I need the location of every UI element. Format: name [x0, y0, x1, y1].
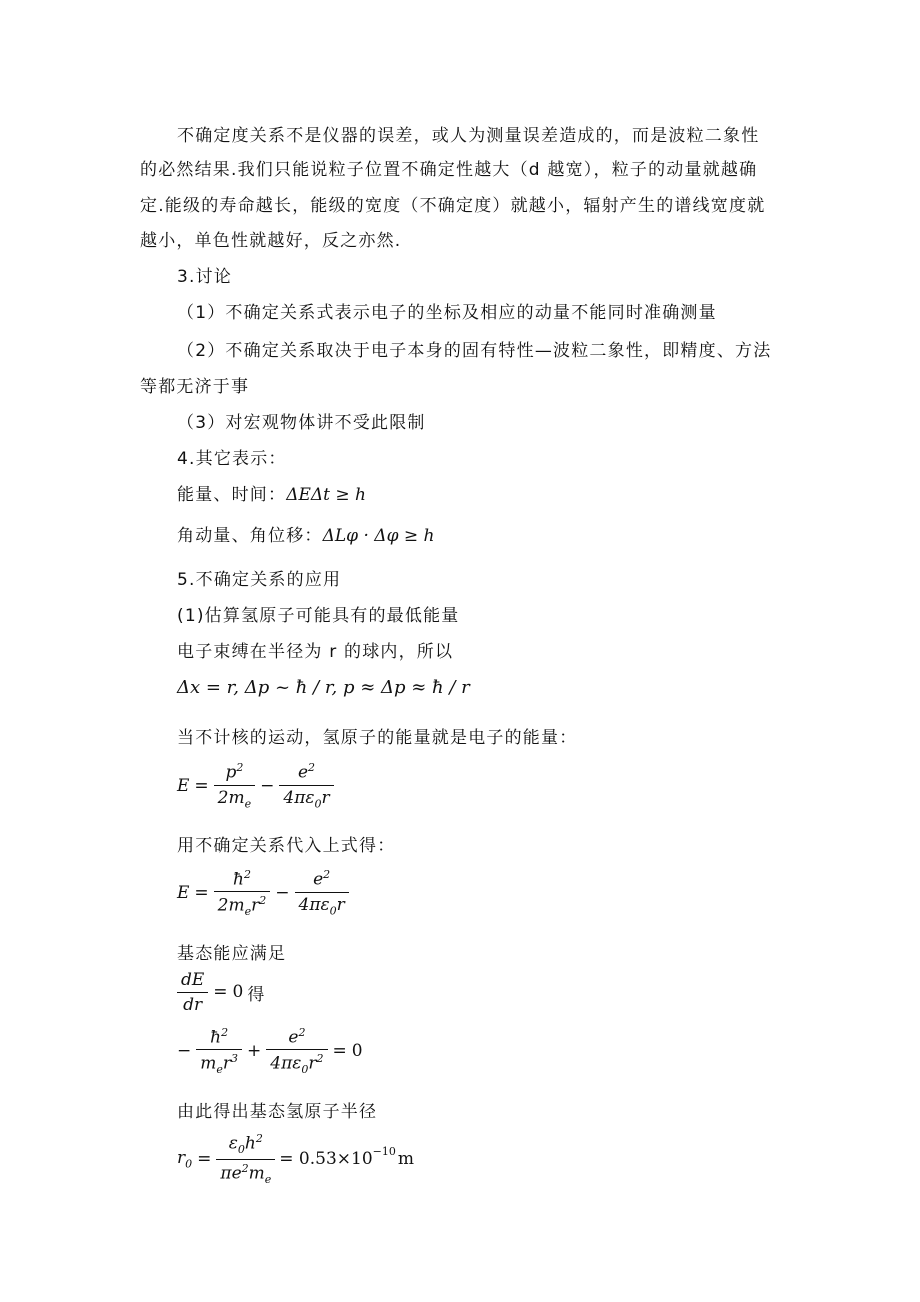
energy-equation-1: E = $\frac{p^2}{2m_e}$ − $\frac{e^2}{4\pi\varepsilon_0r}$ [177, 760, 334, 812]
relation-formula: Δx = r, Δp ~ ħ / r, p ≈ Δp ≈ ħ / r [177, 677, 470, 698]
derivative-equation: $\frac{dE}{dr}$ = 0 得 [177, 968, 264, 1016]
discussion-item-2-line-2: 等都无济于事 [140, 377, 250, 397]
radius-exponent: −10 [372, 1144, 396, 1158]
intro-line-4: 越小，单色性就越好，反之亦然. [140, 231, 402, 251]
radius-equation: $r_0$ = $\frac{\varepsilon_0h^2}{\pi e^2m_e}$ = 0.53×10 $^{-10}$ m [177, 1132, 414, 1186]
angular-formula: ΔLφ · Δφ ≥ h [322, 526, 435, 546]
ground-state-equation: − $\frac{ħ^2}{m_er^3}$ + $\frac{e^2}{4\pi\varepsilon_0r^2}$ = 0 [177, 1025, 363, 1077]
discussion-item-1: （1）不确定关系式表示电子的坐标及相应的动量不能同时准确测量 [177, 303, 717, 323]
intro-line-3: 定.能级的寿命越长，能级的宽度（不确定度）就越小，辐射产生的谱线宽度就 [140, 196, 766, 216]
applications-sub-1: (1)估算氢原子可能具有的最低能量 [177, 606, 460, 626]
derivative-suffix: 得 [247, 984, 265, 1005]
energy-intro: 当不计核的运动，氢原子的能量就是电子的能量： [177, 728, 578, 748]
ground-condition: 基态能应满足 [177, 944, 287, 964]
energy-equation-2: E = $\frac{ħ^2}{2m_er^2}$ − $\frac{e^2}{4\pi\varepsilon_0r}$ [177, 866, 349, 920]
other-forms-heading: 4.其它表示： [177, 449, 287, 469]
discussion-item-3: （3）对宏观物体讲不受此限制 [177, 413, 426, 433]
bound-text: 电子束缚在半径为 r 的球内，所以 [177, 642, 454, 662]
radius-text: 由此得出基态氢原子半径 [177, 1102, 378, 1122]
substitute-text: 用不确定关系代入上式得： [177, 836, 396, 856]
intro-line-1: 不确定度关系不是仪器的误差，或人为测量误差造成的，而是波粒二象性 [177, 126, 760, 146]
discussion-heading: 3.讨论 [177, 267, 233, 287]
radius-value: = 0.53×10 [279, 1149, 373, 1169]
angular-line [177, 521, 434, 546]
radius-unit: m [397, 1149, 414, 1169]
energy-time-line [177, 480, 366, 505]
energy-time-label: 能量、时间： [177, 485, 287, 505]
intro-line-2: 的必然结果.我们只能说粒子位置不确定性越大（d 越宽），粒子的动量就越确 [140, 160, 758, 180]
discussion-item-2-line-1: （2）不确定关系取决于电子本身的固有特性—波粒二象性，即精度、方法 [177, 341, 772, 361]
applications-heading: 5.不确定关系的应用 [177, 570, 342, 590]
angular-label: 角动量、角位移： [177, 526, 323, 546]
energy-time-formula: ΔEΔt ≥ h [286, 485, 366, 505]
